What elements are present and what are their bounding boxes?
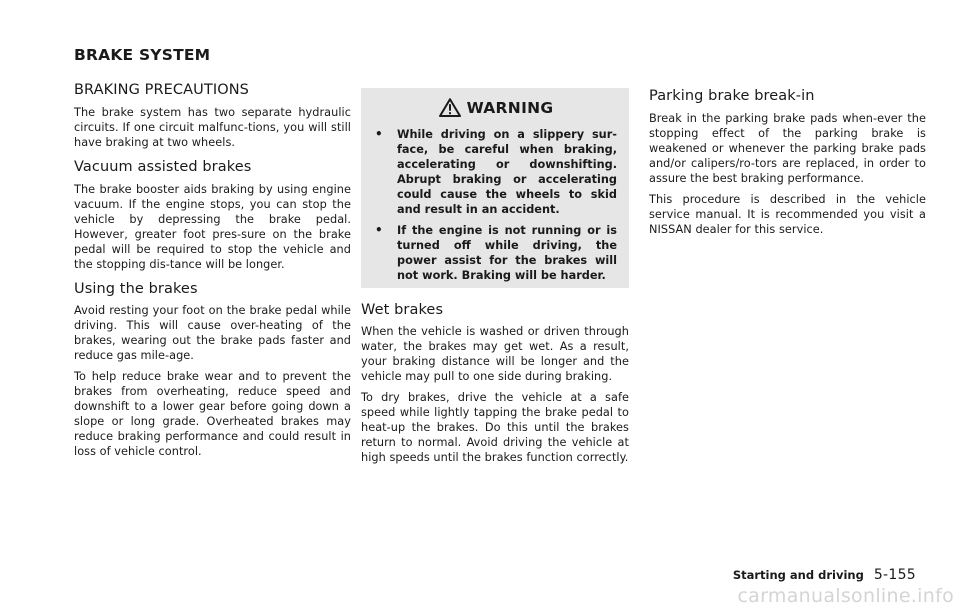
parking-break-in-text-2: This procedure is described in the vehicle service manual. It is recommended you visit a NISSAN dealer for this service.: [649, 193, 926, 237]
warning-item: [375, 223, 617, 283]
column-right: [649, 88, 926, 243]
column-left: [74, 82, 351, 465]
using-brakes-text-1: Avoid resting your foot on the brake pedal while driving. This will cause over-heating of the brakes, wearing out the brake pads faster and reduce gas mile-age.: [74, 304, 351, 363]
vacuum-assisted-heading: Vacuum assisted brakes: [74, 159, 252, 176]
parking-break-in-heading: Parking brake break-in: [649, 88, 815, 104]
column-middle: [361, 88, 629, 471]
parking-break-in-text-1: Break in the parking brake pads when-ever the stopping effect of the parking brake is weakened or whenever the parking brake pads and/or calipers/ro-tors are replaced, in order to assure the best braking performance.: [649, 112, 926, 186]
braking-precautions-text: The brake system has two separate hydraulic circuits. If one circuit malfunc-tions, you will still have braking at two wheels.: [74, 106, 351, 150]
warning-header: [375, 98, 617, 117]
using-brakes-heading: Using the brakes: [74, 280, 198, 297]
wet-brakes-text-2: To dry brakes, drive the vehicle at a safe speed while lightly tapping the brake pedal to heat-up the brakes. Do this until the brakes return to normal. Avoid driving the vehicle at high speeds until the brakes function correctly.: [361, 391, 629, 465]
page-number: 5-155: [873, 567, 916, 583]
warning-item-text: While driving on a slippery sur-face, be careful when braking, accelerating or downshifting. Abrupt braking or accelerating could cause the wheels to skid and result in an accident.: [397, 128, 617, 216]
warning-triangle-icon: [439, 98, 461, 117]
warning-item-text: If the engine is not running or is turned off while driving, the power assist for the brakes will not work. Braking will be harder.: [397, 224, 617, 282]
watermark: carmanualsonline.info: [737, 585, 954, 607]
wet-brakes-text-1: When the vehicle is washed or driven through water, the brakes may get wet. As a result, your braking distance will be longer and the vehicle may pull to one side during braking.: [361, 325, 629, 384]
page-title: BRAKE SYSTEM: [74, 46, 211, 64]
using-brakes-text-2: To help reduce brake wear and to prevent the brakes from overheating, reduce speed and downshift to a lower gear before going down a slope or long grade. Overheated brakes may reduce braking performance and could result in loss of vehicle control.: [74, 370, 351, 459]
warning-box: [361, 88, 629, 288]
warning-title: WARNING: [466, 98, 554, 117]
wet-brakes-heading: Wet brakes: [361, 302, 444, 318]
page-footer: [733, 567, 916, 583]
bullet-marker: •: [375, 127, 383, 141]
bullet-marker: •: [375, 223, 383, 237]
vacuum-assisted-text: The brake booster aids braking by using engine vacuum. If the engine stops, you can stop the vehicle by depressing the brake pedal. However, greater foot pres-sure on the brake pedal will be required to stop the vehicle and the stopping dis-tance will be longer.: [74, 182, 351, 271]
footer-section-title: Starting and driving: [732, 568, 864, 582]
warning-item: [375, 127, 617, 217]
braking-precautions-heading: BRAKING PRECAUTIONS: [74, 82, 249, 98]
